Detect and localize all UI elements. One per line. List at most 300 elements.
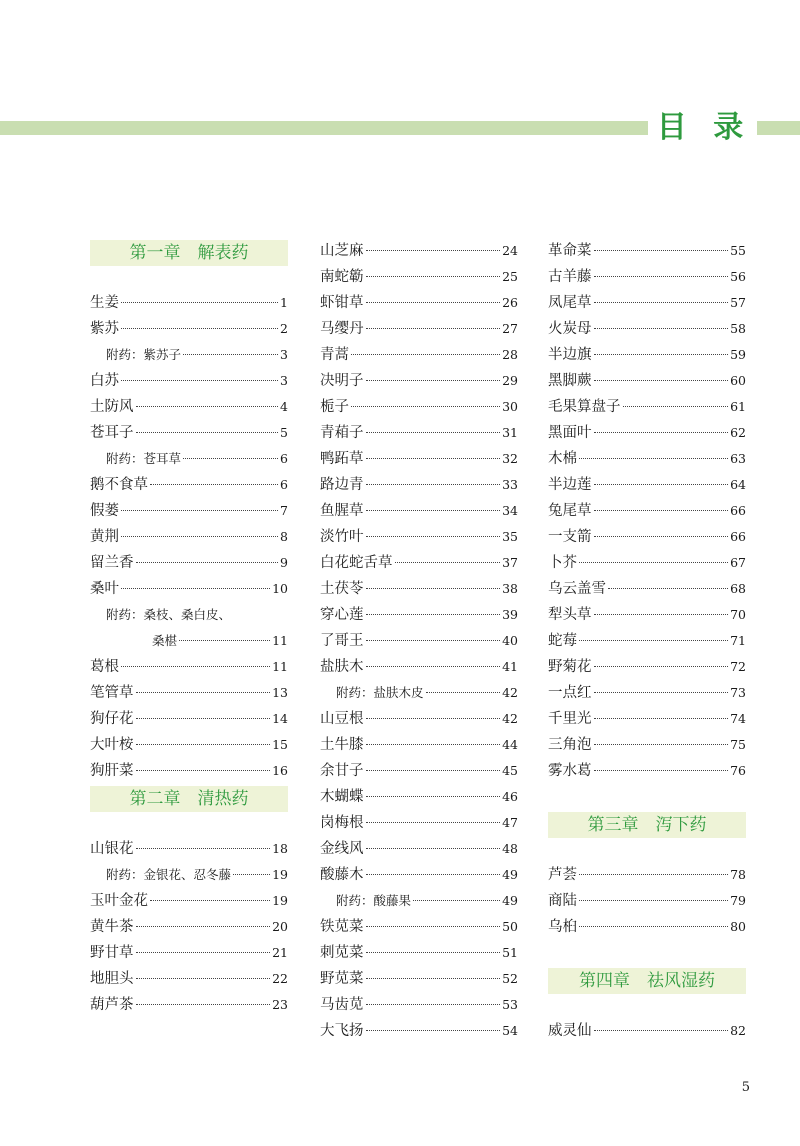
entry-page-number: 24 bbox=[502, 243, 518, 258]
dot-leader bbox=[594, 431, 729, 433]
entry-page-number: 49 bbox=[502, 867, 518, 882]
toc-subentry[interactable] bbox=[90, 628, 288, 654]
toc-subentry[interactable] bbox=[90, 862, 288, 888]
entry-name: 野甘草 bbox=[90, 945, 134, 961]
entry-page-number: 2 bbox=[280, 321, 288, 336]
toc-entry[interactable] bbox=[90, 524, 288, 550]
toc-entry[interactable] bbox=[90, 836, 288, 862]
entry-name: 桑椹 bbox=[152, 633, 178, 648]
entry-name: 犁头草 bbox=[548, 607, 592, 623]
entry-page-number: 29 bbox=[502, 373, 518, 388]
toc-entry[interactable] bbox=[320, 862, 518, 888]
dot-leader bbox=[179, 639, 270, 641]
section-spacer bbox=[548, 784, 746, 810]
dot-leader bbox=[366, 301, 501, 303]
toc-entry[interactable] bbox=[320, 602, 518, 628]
entry-name: 金线风 bbox=[320, 841, 364, 857]
dot-leader bbox=[136, 1003, 271, 1005]
entry-page-number: 27 bbox=[502, 321, 518, 336]
entry-page-number: 39 bbox=[502, 607, 518, 622]
dot-leader bbox=[366, 249, 501, 251]
entry-name: 苍耳子 bbox=[90, 425, 134, 441]
entry-name: 大叶桉 bbox=[90, 737, 134, 753]
toc-subentry[interactable] bbox=[90, 602, 288, 628]
entry-page-number: 70 bbox=[730, 607, 746, 622]
dot-leader bbox=[366, 639, 501, 641]
toc-entry[interactable] bbox=[548, 316, 746, 342]
entry-name: 黄牛茶 bbox=[90, 919, 134, 935]
dot-leader bbox=[366, 1029, 501, 1031]
dot-leader bbox=[366, 509, 501, 511]
entry-page-number: 61 bbox=[730, 399, 746, 414]
dot-leader bbox=[594, 379, 729, 381]
header-bar-right bbox=[757, 121, 800, 135]
dot-leader bbox=[136, 951, 271, 953]
toc-entry[interactable] bbox=[320, 810, 518, 836]
dot-leader bbox=[579, 457, 728, 459]
entry-page-number: 48 bbox=[502, 841, 518, 856]
toc-entry[interactable] bbox=[548, 550, 746, 576]
dot-leader bbox=[579, 925, 728, 927]
entry-name: 狗肝菜 bbox=[90, 763, 134, 779]
entry-name: 南蛇簕 bbox=[320, 269, 364, 285]
section-spacer bbox=[548, 940, 746, 966]
toc-entry[interactable] bbox=[548, 914, 746, 940]
entry-name: 黑脚蕨 bbox=[548, 373, 592, 389]
dot-leader bbox=[366, 431, 501, 433]
toc-entry[interactable] bbox=[320, 732, 518, 758]
entry-name: 土防风 bbox=[90, 399, 134, 415]
entry-page-number: 51 bbox=[502, 945, 518, 960]
entry-page-number: 79 bbox=[730, 893, 746, 908]
dot-leader bbox=[366, 535, 501, 537]
entry-name: 山银花 bbox=[90, 841, 134, 857]
entry-page-number: 63 bbox=[730, 451, 746, 466]
entry-name: 葫芦茶 bbox=[90, 997, 134, 1013]
entry-name: 地胆头 bbox=[90, 971, 134, 987]
entry-page-number: 13 bbox=[272, 685, 288, 700]
toc-entry[interactable] bbox=[320, 472, 518, 498]
entry-page-number: 64 bbox=[730, 477, 746, 492]
dot-leader bbox=[594, 483, 729, 485]
entry-page-number: 18 bbox=[272, 841, 288, 856]
entry-name: 半边旗 bbox=[548, 347, 592, 363]
entry-name: 山芝麻 bbox=[320, 243, 364, 259]
toc-column-3 bbox=[548, 238, 746, 1044]
dot-leader bbox=[579, 873, 728, 875]
toc-entry[interactable] bbox=[548, 706, 746, 732]
entry-page-number: 10 bbox=[272, 581, 288, 596]
dot-leader bbox=[366, 977, 501, 979]
entry-name: 穿心莲 bbox=[320, 607, 364, 623]
dot-leader bbox=[594, 275, 729, 277]
dot-leader bbox=[594, 535, 729, 537]
toc-entry[interactable] bbox=[548, 654, 746, 680]
entry-page-number: 78 bbox=[730, 867, 746, 882]
entry-name: 栀子 bbox=[320, 399, 349, 415]
toc-entry[interactable] bbox=[320, 836, 518, 862]
toc-entry[interactable] bbox=[320, 290, 518, 316]
entry-page-number: 54 bbox=[502, 1023, 518, 1038]
dot-leader bbox=[366, 821, 501, 823]
entry-name: 青葙子 bbox=[320, 425, 364, 441]
entry-name: 木棉 bbox=[548, 451, 577, 467]
entry-page-number: 82 bbox=[730, 1023, 746, 1038]
entry-name: 雾水葛 bbox=[548, 763, 592, 779]
entry-name: 凤尾草 bbox=[548, 295, 592, 311]
toc-column-2 bbox=[320, 238, 518, 1044]
entry-name: 狗仔花 bbox=[90, 711, 134, 727]
toc-entry[interactable] bbox=[320, 654, 518, 680]
dot-leader bbox=[366, 951, 501, 953]
entry-page-number: 41 bbox=[502, 659, 518, 674]
toc-entry[interactable] bbox=[320, 576, 518, 602]
toc-entry[interactable] bbox=[90, 290, 288, 316]
entry-name: 野菊花 bbox=[548, 659, 592, 675]
toc-subentry[interactable] bbox=[90, 446, 288, 472]
dot-leader bbox=[579, 899, 728, 901]
toc-entry[interactable] bbox=[548, 680, 746, 706]
toc-entry[interactable] bbox=[90, 758, 288, 784]
entry-name: 土牛膝 bbox=[320, 737, 364, 753]
entry-name: 山豆根 bbox=[320, 711, 364, 727]
dot-leader bbox=[366, 795, 501, 797]
toc-entry[interactable] bbox=[320, 420, 518, 446]
dot-leader bbox=[366, 587, 501, 589]
entry-name: 马缨丹 bbox=[320, 321, 364, 337]
dot-leader bbox=[366, 379, 501, 381]
entry-page-number: 55 bbox=[730, 243, 746, 258]
dot-leader bbox=[594, 1029, 729, 1031]
entry-page-number: 74 bbox=[730, 711, 746, 726]
entry-name: 毛果算盘子 bbox=[548, 399, 621, 415]
entry-name: 附药：酸藤果 bbox=[336, 893, 412, 908]
toc-entry[interactable] bbox=[548, 888, 746, 914]
entry-page-number: 73 bbox=[730, 685, 746, 700]
dot-leader bbox=[366, 275, 501, 277]
dot-leader bbox=[366, 769, 501, 771]
entry-name: 半边莲 bbox=[548, 477, 592, 493]
dot-leader bbox=[121, 327, 278, 329]
entry-page-number: 28 bbox=[502, 347, 518, 362]
dot-leader bbox=[366, 483, 501, 485]
entry-page-number: 3 bbox=[280, 373, 288, 388]
toc-entry[interactable] bbox=[90, 992, 288, 1018]
entry-name: 余甘子 bbox=[320, 763, 364, 779]
dot-leader bbox=[594, 769, 729, 771]
entry-page-number: 68 bbox=[730, 581, 746, 596]
toc-entry[interactable] bbox=[90, 680, 288, 706]
toc-entry[interactable] bbox=[320, 342, 518, 368]
entry-name: 淡竹叶 bbox=[320, 529, 364, 545]
entry-page-number: 4 bbox=[280, 399, 288, 414]
entry-name: 野苋菜 bbox=[320, 971, 364, 987]
dot-leader bbox=[183, 353, 278, 355]
entry-page-number: 62 bbox=[730, 425, 746, 440]
dot-leader bbox=[150, 483, 278, 485]
entry-page-number: 15 bbox=[272, 737, 288, 752]
dot-leader bbox=[366, 327, 501, 329]
toc-entry[interactable] bbox=[548, 602, 746, 628]
entry-name: 玉叶金花 bbox=[90, 893, 148, 909]
entry-name: 土茯苓 bbox=[320, 581, 364, 597]
toc-entry[interactable] bbox=[90, 940, 288, 966]
toc-entry[interactable] bbox=[548, 732, 746, 758]
toc-entry[interactable] bbox=[320, 914, 518, 940]
entry-page-number: 66 bbox=[730, 503, 746, 518]
toc-entry[interactable] bbox=[90, 550, 288, 576]
toc-entry[interactable] bbox=[548, 472, 746, 498]
entry-page-number: 66 bbox=[730, 529, 746, 544]
entry-name: 威灵仙 bbox=[548, 1023, 592, 1039]
toc-subentry[interactable] bbox=[90, 342, 288, 368]
entry-page-number: 16 bbox=[272, 763, 288, 778]
dot-leader bbox=[579, 561, 728, 563]
entry-name: 葛根 bbox=[90, 659, 119, 675]
entry-name: 酸藤木 bbox=[320, 867, 364, 883]
entry-page-number: 33 bbox=[502, 477, 518, 492]
toc-entry[interactable] bbox=[90, 368, 288, 394]
toc-subentry[interactable] bbox=[320, 888, 518, 914]
dot-leader bbox=[136, 561, 279, 563]
dot-leader bbox=[594, 301, 729, 303]
dot-leader bbox=[121, 509, 278, 511]
toc-entry[interactable] bbox=[90, 914, 288, 940]
entry-name: 假蒌 bbox=[90, 503, 119, 519]
entry-page-number: 60 bbox=[730, 373, 746, 388]
dot-leader bbox=[136, 769, 271, 771]
toc-entry[interactable] bbox=[548, 446, 746, 472]
dot-leader bbox=[395, 561, 501, 563]
dot-leader bbox=[136, 847, 271, 849]
dot-leader bbox=[594, 613, 729, 615]
toc-entry[interactable] bbox=[548, 628, 746, 654]
toc-entry[interactable] bbox=[320, 628, 518, 654]
dot-leader bbox=[594, 665, 729, 667]
entry-page-number: 38 bbox=[502, 581, 518, 596]
toc-entry[interactable] bbox=[320, 550, 518, 576]
dot-leader bbox=[594, 353, 729, 355]
entry-name: 附药：紫苏子 bbox=[106, 347, 182, 362]
entry-name: 白花蛇舌草 bbox=[320, 555, 393, 571]
dot-leader bbox=[121, 301, 278, 303]
entry-name: 附药：盐肤木皮 bbox=[336, 685, 424, 700]
toc-entry[interactable] bbox=[320, 966, 518, 992]
entry-name: 笔管草 bbox=[90, 685, 134, 701]
entry-page-number: 72 bbox=[730, 659, 746, 674]
chapter-heading[interactable]: 第三章 泻下药 bbox=[548, 812, 746, 838]
entry-name: 生姜 bbox=[90, 295, 119, 311]
entry-name: 商陆 bbox=[548, 893, 577, 909]
entry-page-number: 44 bbox=[502, 737, 518, 752]
entry-name: 决明子 bbox=[320, 373, 364, 389]
dot-leader bbox=[426, 691, 501, 693]
dot-leader bbox=[366, 613, 501, 615]
dot-leader bbox=[150, 899, 270, 901]
toc-entry[interactable] bbox=[320, 446, 518, 472]
entry-name: 留兰香 bbox=[90, 555, 134, 571]
toc-entry[interactable] bbox=[320, 264, 518, 290]
toc-entry[interactable] bbox=[548, 290, 746, 316]
entry-name: 鱼腥草 bbox=[320, 503, 364, 519]
dot-leader bbox=[366, 847, 501, 849]
dot-leader bbox=[121, 587, 270, 589]
toc-entry[interactable] bbox=[320, 784, 518, 810]
entry-page-number: 59 bbox=[730, 347, 746, 362]
entry-name: 乌桕 bbox=[548, 919, 577, 935]
entry-name: 马齿苋 bbox=[320, 997, 364, 1013]
entry-page-number: 32 bbox=[502, 451, 518, 466]
toc-entry[interactable] bbox=[320, 940, 518, 966]
entry-name: 一支箭 bbox=[548, 529, 592, 545]
entry-page-number: 45 bbox=[502, 763, 518, 778]
dot-leader bbox=[366, 457, 501, 459]
toc-entry[interactable] bbox=[320, 1018, 518, 1044]
entry-name: 革命菜 bbox=[548, 243, 592, 259]
entry-page-number: 50 bbox=[502, 919, 518, 934]
toc-entry[interactable] bbox=[90, 732, 288, 758]
toc-entry[interactable] bbox=[548, 420, 746, 446]
toc-entry[interactable] bbox=[90, 472, 288, 498]
entry-page-number: 35 bbox=[502, 529, 518, 544]
toc-entry[interactable] bbox=[90, 888, 288, 914]
dot-leader bbox=[136, 743, 271, 745]
entry-name: 附药：桑枝、桑白皮、 bbox=[106, 607, 232, 622]
toc-entry[interactable] bbox=[548, 1018, 746, 1044]
toc-entry[interactable] bbox=[90, 498, 288, 524]
entry-page-number: 6 bbox=[280, 477, 288, 492]
dot-leader bbox=[351, 353, 500, 355]
toc-column-1 bbox=[90, 238, 288, 1018]
entry-name: 虾钳草 bbox=[320, 295, 364, 311]
entry-name: 铁苋菜 bbox=[320, 919, 364, 935]
entry-page-number: 67 bbox=[730, 555, 746, 570]
toc-entry[interactable] bbox=[548, 342, 746, 368]
entry-name: 乌云盖雪 bbox=[548, 581, 606, 597]
entry-name: 盐肤木 bbox=[320, 659, 364, 675]
dot-leader bbox=[594, 249, 729, 251]
entry-name: 芦荟 bbox=[548, 867, 577, 883]
entry-page-number: 5 bbox=[280, 425, 288, 440]
entry-name: 一点红 bbox=[548, 685, 592, 701]
toc-entry[interactable] bbox=[320, 758, 518, 784]
toc-entry[interactable] bbox=[320, 498, 518, 524]
toc-entry[interactable] bbox=[548, 498, 746, 524]
toc-entry[interactable] bbox=[548, 264, 746, 290]
entry-page-number: 47 bbox=[502, 815, 518, 830]
chapter-heading[interactable]: 第二章 清热药 bbox=[90, 786, 288, 812]
dot-leader bbox=[594, 743, 729, 745]
entry-name: 路边青 bbox=[320, 477, 364, 493]
entry-page-number: 42 bbox=[502, 685, 518, 700]
dot-leader bbox=[579, 639, 728, 641]
toc-entry[interactable] bbox=[320, 394, 518, 420]
dot-leader bbox=[233, 873, 270, 875]
toc-entry[interactable] bbox=[90, 706, 288, 732]
toc-entry[interactable] bbox=[548, 862, 746, 888]
dot-leader bbox=[366, 665, 501, 667]
chapter-heading[interactable]: 第四章 祛风湿药 bbox=[548, 968, 746, 994]
toc-entry[interactable] bbox=[320, 368, 518, 394]
dot-leader bbox=[121, 379, 278, 381]
toc-entry[interactable] bbox=[548, 238, 746, 264]
dot-leader bbox=[594, 691, 729, 693]
toc-entry[interactable] bbox=[548, 368, 746, 394]
toc-entry[interactable] bbox=[90, 420, 288, 446]
toc-entry[interactable] bbox=[90, 966, 288, 992]
toc-entry[interactable] bbox=[548, 758, 746, 784]
toc-entry[interactable] bbox=[548, 524, 746, 550]
entry-page-number: 40 bbox=[502, 633, 518, 648]
entry-name: 三角泡 bbox=[548, 737, 592, 753]
dot-leader bbox=[413, 899, 500, 901]
toc-subentry[interactable] bbox=[320, 680, 518, 706]
entry-name: 白苏 bbox=[90, 373, 119, 389]
entry-name: 黄荆 bbox=[90, 529, 119, 545]
entry-page-number: 21 bbox=[272, 945, 288, 960]
entry-name: 刺苋菜 bbox=[320, 945, 364, 961]
dot-leader bbox=[366, 1003, 501, 1005]
entry-name: 附药：金银花、忍冬藤 bbox=[106, 867, 232, 882]
chapter-heading[interactable]: 第一章 解表药 bbox=[90, 240, 288, 266]
toc-entry[interactable] bbox=[90, 394, 288, 420]
entry-page-number: 53 bbox=[502, 997, 518, 1012]
entry-page-number: 42 bbox=[502, 711, 518, 726]
dot-leader bbox=[183, 457, 278, 459]
dot-leader bbox=[366, 743, 501, 745]
entry-page-number: 3 bbox=[280, 347, 288, 362]
entry-page-number: 9 bbox=[280, 555, 288, 570]
entry-name: 蛇莓 bbox=[548, 633, 577, 649]
entry-page-number: 1 bbox=[280, 295, 288, 310]
entry-name: 黑面叶 bbox=[548, 425, 592, 441]
entry-page-number: 56 bbox=[730, 269, 746, 284]
entry-page-number: 80 bbox=[730, 919, 746, 934]
entry-name: 鹅不食草 bbox=[90, 477, 148, 493]
dot-leader bbox=[594, 717, 729, 719]
entry-page-number: 58 bbox=[730, 321, 746, 336]
entry-page-number: 6 bbox=[280, 451, 288, 466]
toc-entry[interactable] bbox=[90, 316, 288, 342]
dot-leader bbox=[136, 977, 271, 979]
dot-leader bbox=[136, 925, 271, 927]
toc-entry[interactable] bbox=[320, 316, 518, 342]
dot-leader bbox=[594, 509, 729, 511]
dot-leader bbox=[594, 327, 729, 329]
toc-entry[interactable] bbox=[320, 992, 518, 1018]
entry-page-number: 19 bbox=[272, 867, 288, 882]
entry-page-number: 76 bbox=[730, 763, 746, 778]
entry-name: 火炭母 bbox=[548, 321, 592, 337]
toc-entry[interactable] bbox=[90, 654, 288, 680]
toc-entry[interactable] bbox=[90, 576, 288, 602]
dot-leader bbox=[366, 873, 501, 875]
entry-page-number: 30 bbox=[502, 399, 518, 414]
toc-entry[interactable] bbox=[548, 394, 746, 420]
page-number: 5 bbox=[741, 1080, 750, 1095]
toc-entry[interactable] bbox=[320, 706, 518, 732]
entry-name: 鸭跖草 bbox=[320, 451, 364, 467]
entry-name: 桑叶 bbox=[90, 581, 119, 597]
header-bar-left bbox=[0, 121, 648, 135]
dot-leader bbox=[623, 405, 729, 407]
toc-entry[interactable] bbox=[320, 238, 518, 264]
entry-page-number: 11 bbox=[272, 633, 288, 648]
toc-entry[interactable] bbox=[320, 524, 518, 550]
dot-leader bbox=[608, 587, 728, 589]
toc-entry[interactable] bbox=[548, 576, 746, 602]
entry-page-number: 34 bbox=[502, 503, 518, 518]
